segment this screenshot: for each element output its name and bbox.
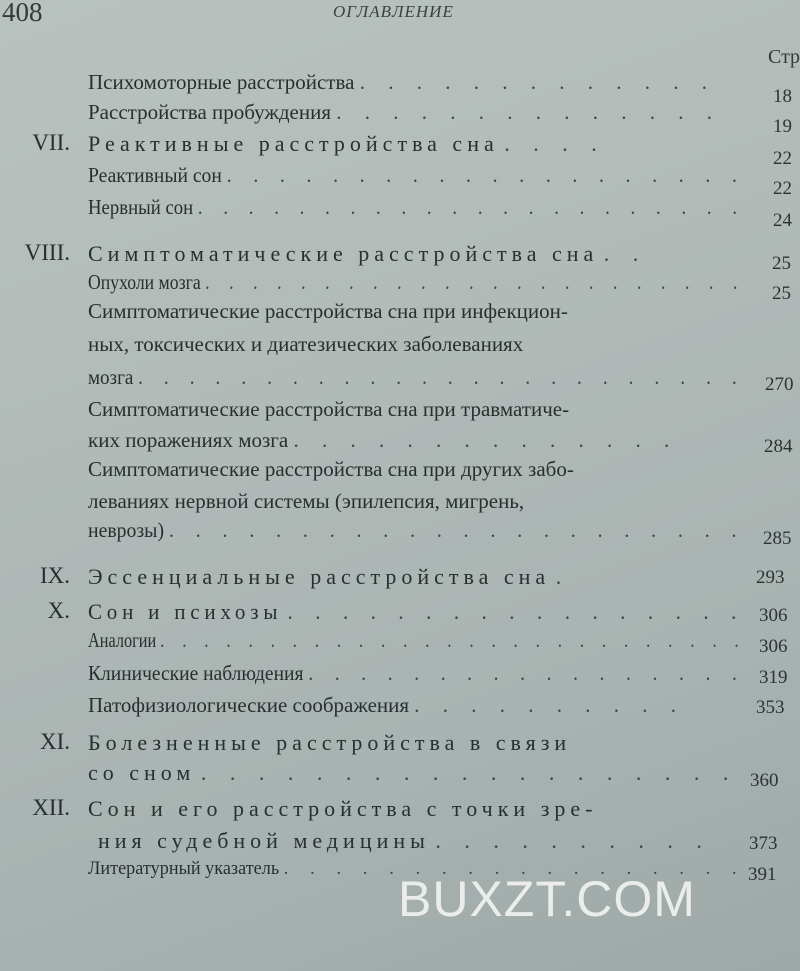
chapter-number: VIII. bbox=[24, 240, 70, 265]
toc-page-ref: 391 bbox=[748, 864, 777, 885]
toc-entry-title: Психомоторные расстройства bbox=[88, 70, 355, 94]
toc-page-ref: 285 bbox=[763, 528, 792, 549]
toc-entry-title: Реактивный сон bbox=[88, 163, 222, 187]
toc-chapter-entry bbox=[98, 828, 711, 854]
toc-entry-title: ких поражениях мозга bbox=[88, 428, 289, 452]
toc-page-ref: 373 bbox=[749, 833, 778, 854]
toc-entry bbox=[88, 661, 745, 686]
toc-page-ref: 284 bbox=[764, 436, 793, 457]
toc-leader-dots: . . . . . . . . . . . . . . . . . . . . . . . . bbox=[138, 365, 745, 389]
toc-entry-line: ных, токсических и диатезических заболеваниях bbox=[88, 332, 524, 356]
toc-leader-dots: . . bbox=[603, 241, 648, 266]
toc-chapter-title: со сном bbox=[88, 760, 196, 785]
toc-entry-line: Симптоматические расстройства сна при инфекцион- bbox=[88, 299, 568, 323]
toc-entry bbox=[88, 195, 745, 220]
toc-entry-title: Литературный указатель bbox=[88, 858, 280, 879]
watermark-text: BUXZT.COM bbox=[398, 871, 696, 927]
toc-leader-dots: . . . . . . . . . . . . . . . . . bbox=[287, 599, 745, 624]
toc-chapter-title-line bbox=[88, 796, 597, 822]
toc-leader-dots: . . . . . . . . . . . . . . . . . . . . bbox=[226, 163, 746, 187]
toc-entry-title: неврозы) bbox=[88, 518, 165, 542]
page-number: 408 bbox=[2, 0, 43, 27]
toc-page-ref: 22 bbox=[773, 178, 792, 199]
toc-entry-title: мозга bbox=[88, 365, 134, 389]
toc-entry-line: леваниях нервной системы (эпилепсия, мигрень, bbox=[88, 489, 525, 513]
toc-entry bbox=[88, 518, 745, 543]
toc-chapter-entry bbox=[88, 131, 606, 157]
toc-chapter-entry bbox=[88, 599, 745, 625]
toc-chapter-title: ния судебной медицины bbox=[98, 828, 430, 853]
toc-chapter-entry bbox=[88, 241, 647, 267]
toc-entry bbox=[88, 100, 721, 125]
toc-entry-line: Симптоматические расстройства сна при травматиче- bbox=[88, 397, 570, 421]
toc-entry-title: Аналогии bbox=[88, 628, 157, 652]
toc-page-ref: 306 bbox=[759, 636, 788, 657]
toc-page-ref: 360 bbox=[750, 770, 779, 791]
toc-chapter-title: Сон и психозы bbox=[88, 599, 283, 624]
toc-page-ref: 25 bbox=[772, 253, 791, 274]
toc-entry bbox=[88, 628, 746, 653]
toc-entry-title: Опухоли мозга bbox=[88, 270, 201, 294]
toc-leader-dots: . . . . . . . . . . . . . . . . . . . bbox=[200, 760, 738, 785]
chapter-number: VII. bbox=[32, 130, 70, 155]
toc-leader-dots: . . . . . . . . . . . . . . . . . . . . . . . . . . . bbox=[160, 628, 746, 652]
toc-page-ref: 270 bbox=[765, 374, 794, 395]
toc-leader-dots: . . . . . . . . . . . . . bbox=[359, 70, 716, 94]
toc-entry-title: Клинические наблюдения bbox=[88, 661, 304, 685]
toc-entry bbox=[88, 163, 745, 188]
page-column-header: Стр bbox=[768, 46, 800, 68]
toc-leader-dots: . bbox=[555, 564, 571, 589]
toc-page-ref: 353 bbox=[756, 697, 785, 718]
toc-page-ref: 19 bbox=[773, 116, 792, 137]
toc-chapter-title: Сон и его расстройства с точки зре- bbox=[88, 796, 598, 821]
chapter-number: XI. bbox=[39, 729, 70, 754]
toc-page-ref: 306 bbox=[759, 605, 788, 626]
toc-chapter-title: Болезненные расстройства в связи bbox=[88, 730, 572, 755]
toc-page-ref: 293 bbox=[756, 567, 785, 588]
chapter-number: X. bbox=[47, 598, 70, 623]
toc-entry-title: Нервный сон bbox=[88, 195, 194, 219]
toc-entry bbox=[88, 428, 678, 453]
toc-entry bbox=[88, 70, 716, 95]
running-head: ОГЛАВЛЕНИЕ bbox=[333, 2, 454, 21]
toc-leader-dots: . . . . . . . . . . . . . . bbox=[336, 100, 722, 124]
toc-leader-dots: . . . . . . . . . . . . . . . . . . . . . . . bbox=[205, 270, 746, 294]
toc-leader-dots: . . . . bbox=[504, 131, 606, 156]
toc-leader-dots: . . . . . . . . . . bbox=[435, 828, 711, 853]
toc-page-ref: 22 bbox=[773, 148, 792, 169]
toc-leader-dots: . . . . . . . . . . . . . . . . . bbox=[308, 661, 746, 685]
toc-entry-line: Симптоматические расстройства сна при других забо- bbox=[88, 457, 574, 481]
toc-leader-dots: . . . . . . . . . . bbox=[414, 693, 686, 717]
toc-entry-title: Расстройства пробуждения bbox=[88, 100, 332, 124]
toc-leader-dots: . . . . . . . . . . . . . . . . . . . . . . bbox=[197, 195, 746, 219]
toc-page-ref: 24 bbox=[773, 210, 792, 231]
toc-chapter-entry bbox=[88, 564, 570, 590]
toc-entry-title: Патофизиологические соображения bbox=[88, 693, 410, 717]
toc-page-ref: 18 bbox=[773, 86, 792, 107]
toc-chapter-entry bbox=[88, 760, 737, 786]
toc-chapter-title: Эссенциальные расстройства сна bbox=[88, 564, 551, 589]
toc-entry bbox=[88, 270, 745, 295]
toc-chapter-title: Реактивные расстройства сна bbox=[88, 131, 499, 156]
toc-entry bbox=[88, 365, 745, 390]
toc-entry bbox=[88, 693, 685, 718]
toc-leader-dots: . . . . . . . . . . . . . . . . . . . . . . bbox=[168, 518, 745, 542]
toc-chapter-title-line bbox=[88, 730, 571, 756]
toc-page-ref: 25 bbox=[772, 283, 791, 304]
chapter-number: XII. bbox=[32, 795, 70, 820]
toc-leader-dots: . . . . . . . . . . . . . . bbox=[293, 428, 679, 452]
chapter-number: IX. bbox=[39, 563, 70, 588]
toc-page-ref: 319 bbox=[759, 667, 788, 688]
toc-leader-dots: . . . . . . . . . . . . . . . . . . bbox=[283, 858, 746, 879]
toc-chapter-title: Симптоматические расстройства сна bbox=[88, 241, 599, 266]
